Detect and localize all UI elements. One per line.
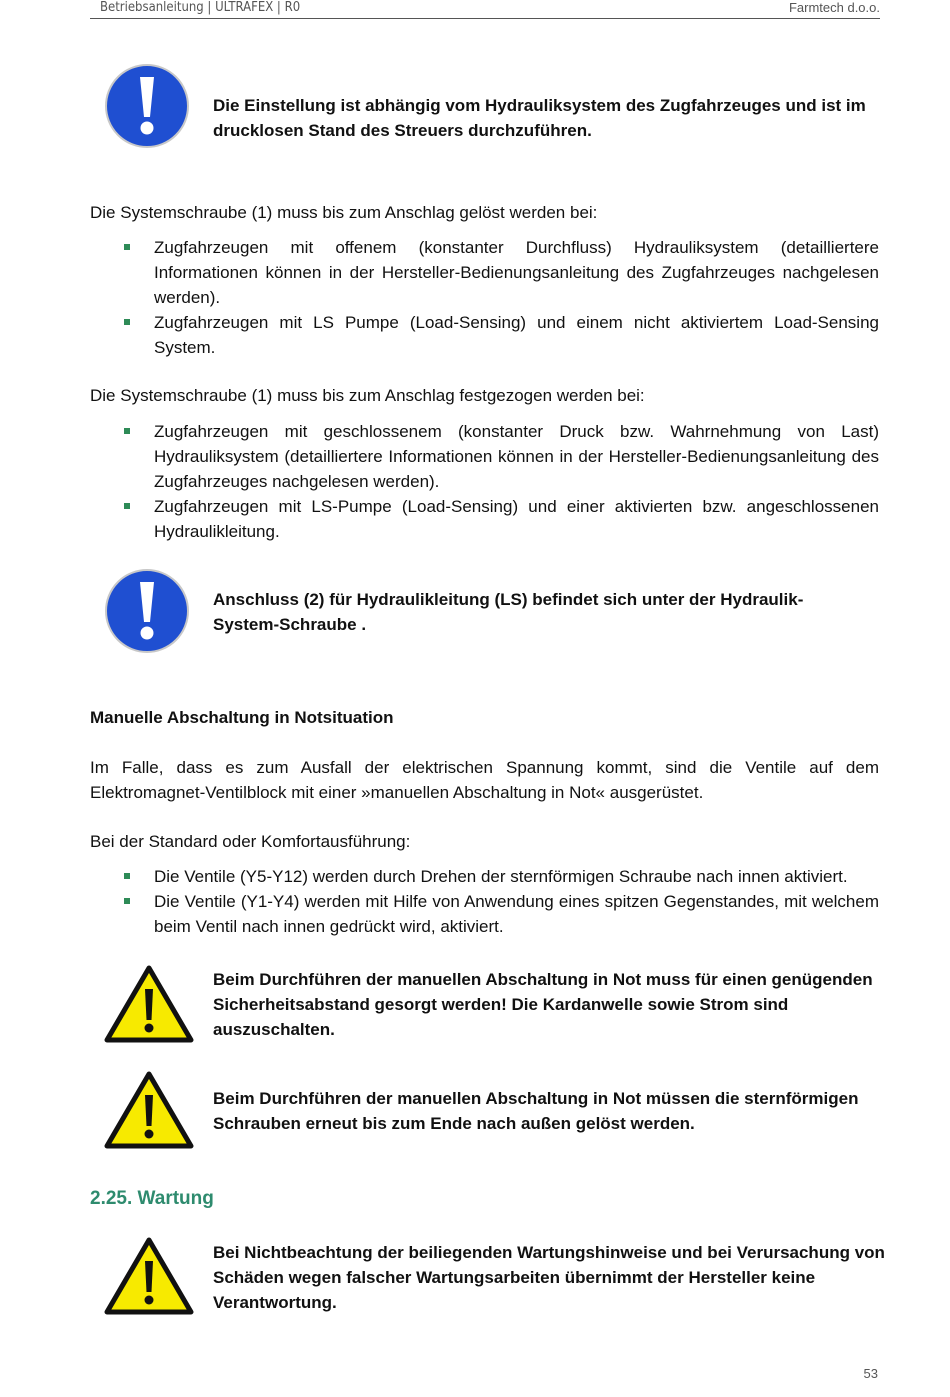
- bullet-square-icon: [124, 319, 130, 325]
- section1-intro: Die Systemschraube (1) muss bis zum Anschlag gelöst werden bei:: [90, 203, 598, 222]
- manual-heading: Manuelle Abschaltung in Notsituation: [90, 708, 394, 727]
- bullet-square-icon: [124, 428, 130, 434]
- list-item: Zugfahrzeugen mit LS-Pumpe (Load-Sensing) und einer aktivierten bzw. angeschlossenen Hydraulikleitung.: [124, 494, 879, 544]
- bullet-square-icon: [124, 244, 130, 250]
- manual-intro: Bei der Standard oder Komfortausführung:: [90, 832, 411, 851]
- warning-triangle-icon: [104, 1237, 194, 1315]
- page-header: [90, 0, 880, 19]
- list-item: Zugfahrzeugen mit geschlossenem (konstanter Druck bzw. Wahrnehmung von Last) Hydrauliksystem (detailliertere Informationen können in der Hersteller-Bedienungsanleitung des Zugfahrzeuges nachgelesen werden).: [124, 419, 879, 494]
- info-exclamation-icon: [104, 63, 190, 149]
- header-right: Farmtech d.o.o.: [788, 0, 880, 15]
- bullet-square-icon: [124, 898, 130, 904]
- warning-triangle-icon: [104, 965, 194, 1043]
- warning-note-3: Bei Nichtbeachtung der beiliegenden Wartungshinweise und bei Verursachung von Schäden wegen falscher Wartungsarbeiten übernimmt der Hersteller keine Verantwortung.: [213, 1243, 885, 1312]
- info-exclamation-icon: [104, 568, 190, 654]
- list-item: Zugfahrzeugen mit offenem (konstanter Durchfluss) Hydrauliksystem (detailliertere Informationen können in der Hersteller-Bedienungsanleitung des Zugfahrzeuges nachgelesen werden).: [124, 235, 879, 310]
- header-left: Betriebsanleitung | ULTRAFEX | R0: [100, 0, 301, 15]
- section-heading-wartung: 2.25. Wartung: [90, 1188, 214, 1209]
- info-note-1: Die Einstellung ist abhängig vom Hydrauliksystem des Zugfahrzeuges und ist im drucklosen Stand des Streuers durchzuführen.: [213, 96, 866, 140]
- bullet-square-icon: [124, 873, 130, 879]
- warning-triangle-icon: [104, 1071, 194, 1149]
- list-item: Die Ventile (Y5-Y12) werden durch Drehen der sternförmigen Schraube nach innen aktiviert.: [124, 864, 879, 889]
- warning-note-2: Beim Durchführen der manuellen Abschaltung in Not müssen die sternförmigen Schrauben erneut bis zum Ende nach außen gelöst werden.: [213, 1089, 859, 1133]
- manual-paragraph: Im Falle, dass es zum Ausfall der elektrischen Spannung kommt, sind die Ventile auf dem Elektromagnet-Ventilblock mit einer »manuellen Abschaltung in Not« ausgerüstet.: [90, 758, 879, 802]
- page-number: 53: [863, 1366, 878, 1381]
- bullet-square-icon: [124, 503, 130, 509]
- section2-intro: Die Systemschraube (1) muss bis zum Anschlag festgezogen werden bei:: [90, 386, 645, 405]
- warning-note-1: Beim Durchführen der manuellen Abschaltung in Not muss für einen genügenden Sicherheitsabstand gesorgt werden! Die Kardanwelle sowie Strom sind auszuschalten.: [213, 970, 873, 1039]
- list-item: Die Ventile (Y1-Y4) werden mit Hilfe von Anwendung eines spitzen Gegenstandes, mit welchem beim Ventil nach innen gedrückt wird, aktiviert.: [124, 889, 879, 939]
- info-note-2: Anschluss (2) für Hydraulikleitung (LS) befindet sich unter der Hydraulik-System-Schraube .: [213, 590, 804, 634]
- list-item: Zugfahrzeugen mit LS Pumpe (Load-Sensing) und einem nicht aktiviertem Load-Sensing System.: [124, 310, 879, 360]
